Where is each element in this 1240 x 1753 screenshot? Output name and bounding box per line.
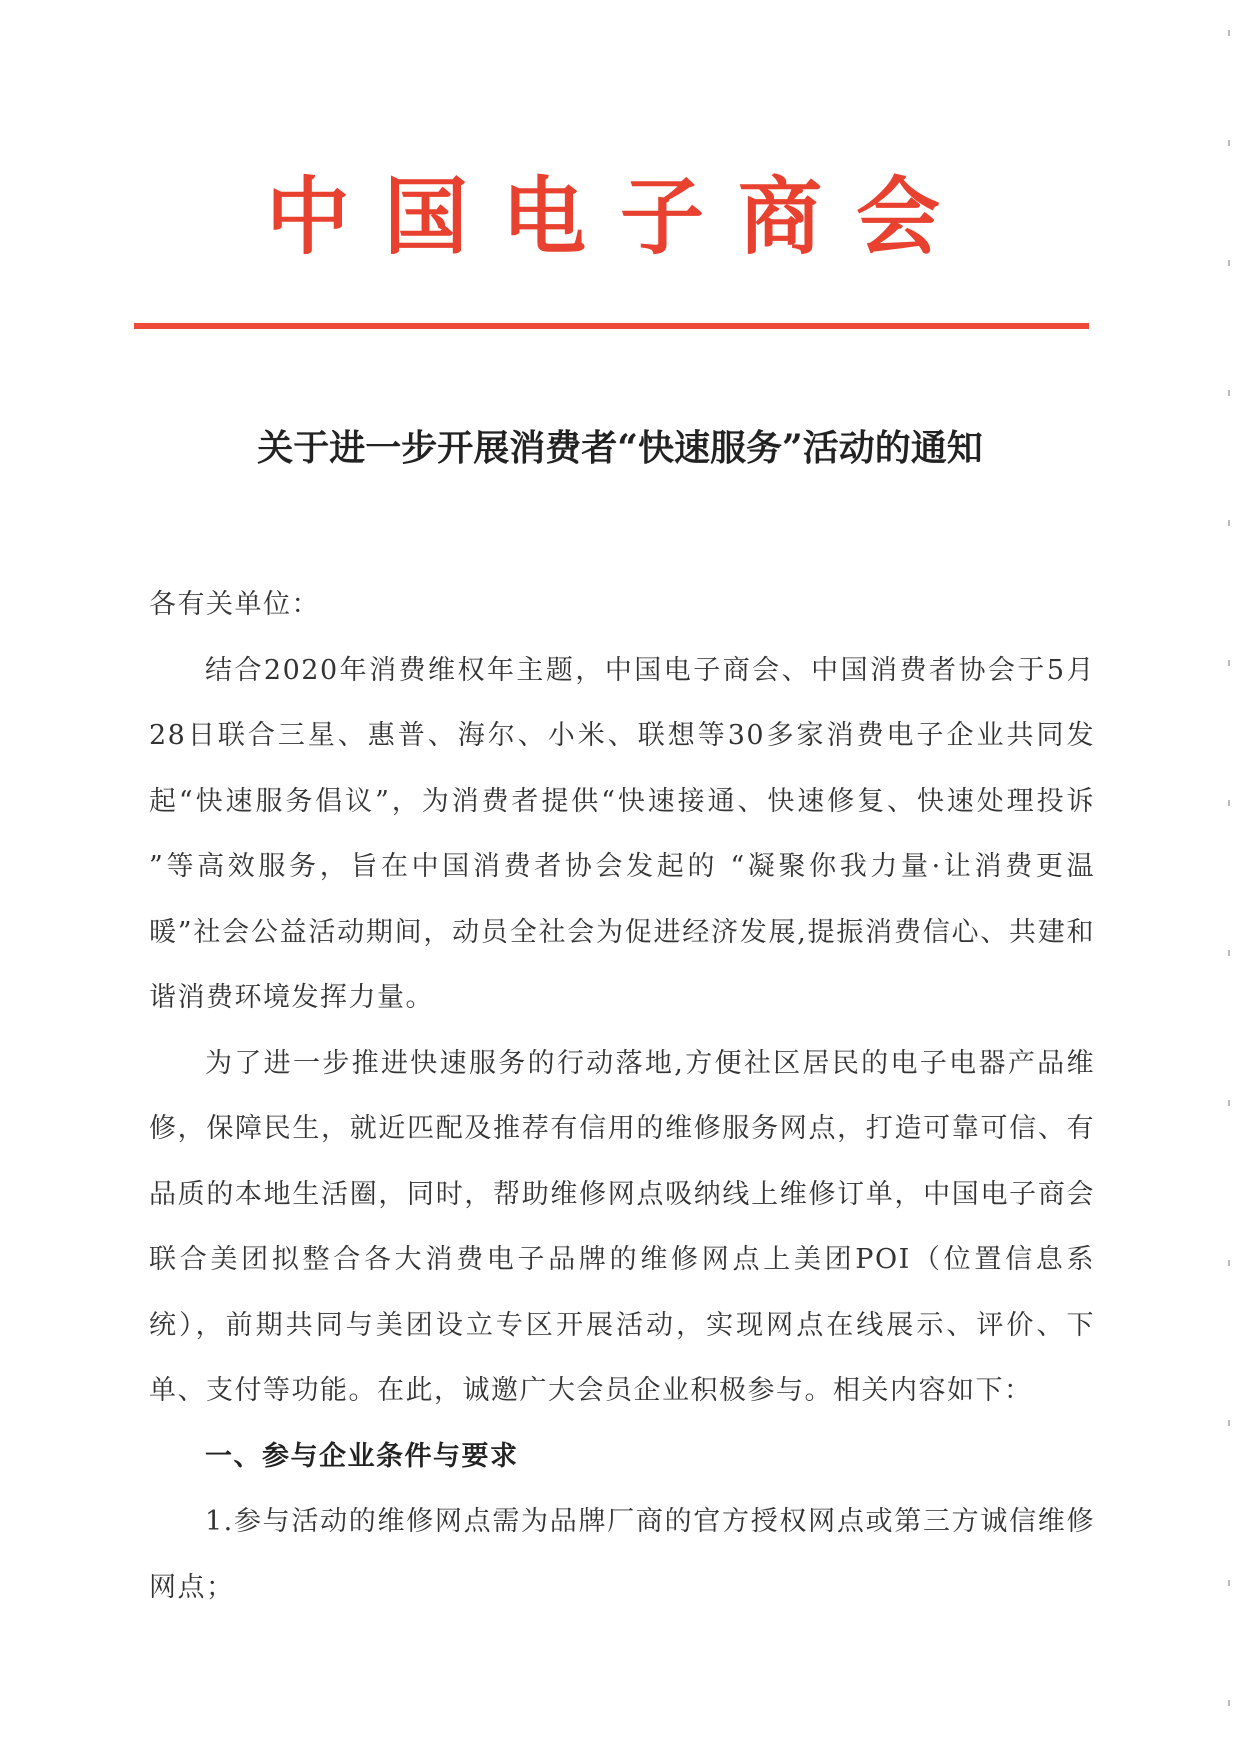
section-heading-requirements: 一、参与企业条件与要求 — [205, 1440, 519, 1472]
salutation: 各有关单位： — [149, 589, 320, 620]
document-title: 关于进一步开展消费者“快速服务”活动的通知 — [257, 427, 983, 469]
document-body — [149, 572, 1095, 1620]
requirement-item-1: 1.参与活动的维修网点需为品牌厂商的官方授权网点或第三方诚信维修网点； — [149, 1506, 1095, 1603]
paragraph-background: 结合2020年消费维权年主题，中国电子商会、中国消费者协会于5月28日联合三星、惠普、海尔、小米、联想等30多家消费电子企业共同发起“快速服务倡议”，为消费者提供“快速接通、快速修复、快速处理投诉 ”等高效服务，旨在中国消费者协会发起的 “凝聚你我力量·让消费更温暖”社会公益活动期间，动员全社会为促进经济发展,提振消费信心、共建和谐消费环境发挥力量。 — [149, 654, 1095, 1013]
letterhead-red-rule — [134, 323, 1089, 329]
paragraph-initiative: 为了进一步推进快速服务的行动落地,方便社区居民的电子电器产品维修，保障民生，就近匹配及推荐有信用的维修服务网点，打造可靠可信、有品质的本地生活圈，同时，帮助维修网点吸纳线上维修订单，中国电子商会联合美团拟整合各大消费电子品牌的维修网点上美团POI（位置信息系统），前期共同与美团设立专区开展活动，实现网点在线展示、评价、下单、支付等功能。在此，诚邀广大会员企业积极参与。相关内容如下： — [149, 1047, 1095, 1406]
scan-edge-marks — [1226, 0, 1234, 1753]
organization-letterhead: 中国电子商会 — [265, 167, 974, 266]
